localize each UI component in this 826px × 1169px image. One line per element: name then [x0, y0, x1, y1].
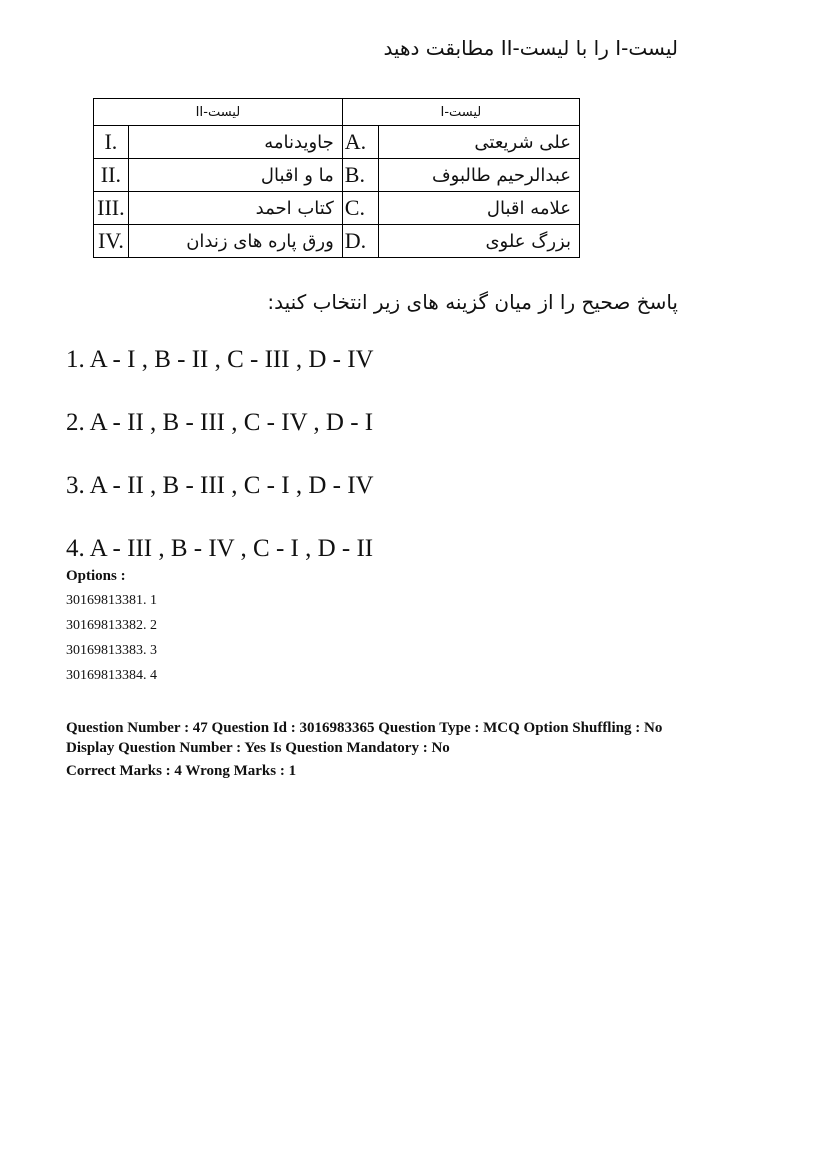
option-id-1: 30169813381. 1 — [66, 593, 157, 608]
question-info-line-3: Correct Marks : 4 Wrong Marks : 1 — [66, 763, 297, 779]
question-info-line-2: Display Question Number : Yes Is Question Mandatory : No — [66, 740, 450, 756]
answer-choice-4: 4. A - III , B - IV , C - I , D - II — [66, 535, 374, 562]
answer-choice-1: 1. A - I , B - II , C - III , D - IV — [66, 346, 374, 373]
answer-prompt: پاسخ صحیح را از میان گزینه های زیر انتخاب کنید: — [267, 290, 678, 314]
row-numeral: II. — [94, 159, 129, 192]
table-row — [94, 225, 580, 258]
option-id-2: 30169813382. 2 — [66, 618, 157, 633]
list1-item: علی شریعتی — [379, 126, 580, 159]
list2-item: ورق پاره های زندان — [128, 225, 342, 258]
row-letter: D. — [342, 225, 379, 258]
row-letter: A. — [342, 126, 379, 159]
row-numeral: I. — [94, 126, 129, 159]
row-letter: C. — [342, 192, 379, 225]
options-label: Options : — [66, 568, 126, 584]
question-heading: لیست-I را با لیست-II مطابقت دهید — [383, 36, 678, 60]
table-row — [94, 192, 580, 225]
row-letter: B. — [342, 159, 379, 192]
option-id-3: 30169813383. 3 — [66, 643, 157, 658]
list2-item: جاویدنامه — [128, 126, 342, 159]
list2-item: کتاب احمد — [128, 192, 342, 225]
question-info-line-1: Question Number : 47 Question Id : 3016983365 Question Type : MCQ Option Shuffling : No — [66, 720, 663, 736]
answer-choice-2: 2. A - II , B - III , C - IV , D - I — [66, 409, 374, 436]
list1-item: عبدالرحیم طالبوف — [379, 159, 580, 192]
match-table — [93, 98, 580, 258]
option-id-4: 30169813384. 4 — [66, 668, 157, 683]
table-row — [94, 159, 580, 192]
list1-item: علامه اقبال — [379, 192, 580, 225]
list2-item: ما و اقبال — [128, 159, 342, 192]
list2-header: لیست-II — [94, 99, 343, 126]
table-row — [94, 126, 580, 159]
list1-item: بزرگ علوی — [379, 225, 580, 258]
row-numeral: III. — [94, 192, 129, 225]
row-numeral: IV. — [94, 225, 129, 258]
answer-choice-3: 3. A - II , B - III , C - I , D - IV — [66, 472, 374, 499]
table-header-row — [94, 99, 580, 126]
list1-header: لیست-I — [342, 99, 579, 126]
